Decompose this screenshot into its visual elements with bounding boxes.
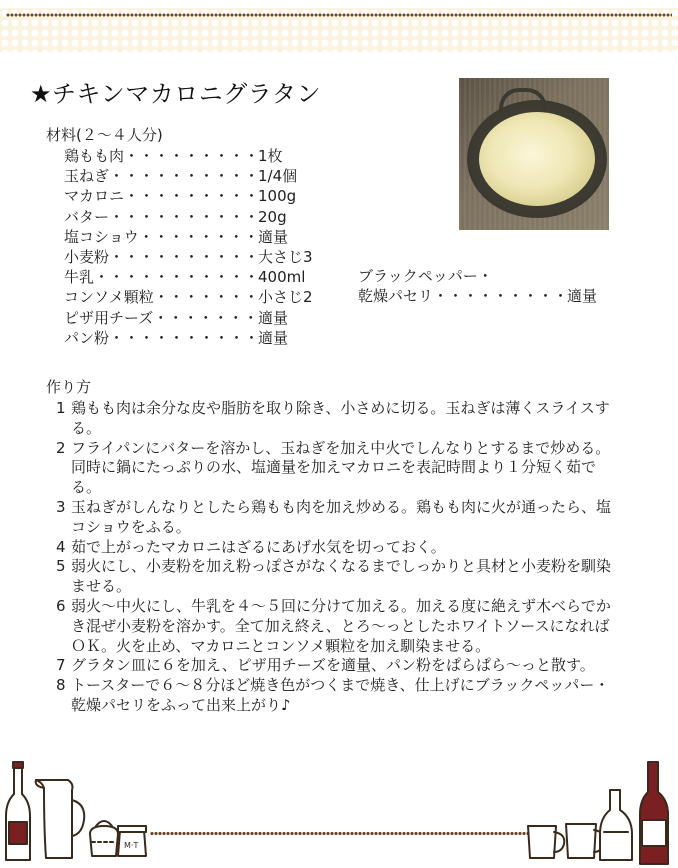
step-item: [56, 439, 616, 498]
method-steps: [56, 399, 616, 716]
ingredient-row: [64, 308, 334, 328]
step-number: 1: [56, 399, 66, 417]
ingredient-name: ブラックペッパー・: [358, 267, 493, 285]
ingredient-row: [64, 186, 334, 206]
step-text: 鶏もも肉は余分な皮や脂肪を取り除き、小さめに切る。玉ねぎは薄くスライスする。: [71, 399, 610, 437]
ingredients-list: [64, 146, 334, 348]
ingredient-row: [64, 247, 334, 267]
ingredient-qty: 適量: [258, 308, 289, 327]
ingredient-row: [64, 207, 334, 227]
step-number: 2: [56, 438, 66, 457]
ingredient-row: [64, 166, 334, 186]
extra-ingredients-list: [358, 266, 658, 306]
step-item: [56, 538, 616, 558]
ingredient-qty: 大さじ3: [258, 248, 313, 267]
step-text: 弱火にし、小麦粉を加え粉っぽさがなくなるまでしっかりと具材と小麦粉を馴染ませる。: [71, 557, 612, 596]
ingredient-row: [358, 266, 658, 286]
mug-icon: [566, 824, 604, 858]
ingredient-qty: 100g: [258, 187, 297, 206]
step-text: 玉ねぎがしんなりとしたら鶏もも肉を加え炒める。鶏もも肉に火が通ったら、塩コショウをふる。: [71, 497, 612, 536]
ingredient-qty: 1枚: [258, 147, 283, 165]
step-item: [56, 656, 616, 676]
ingredient-qty: 400ml: [258, 268, 306, 287]
step-item: [56, 676, 616, 716]
cup-icon: [528, 826, 564, 858]
wine-bottle-icon: [6, 762, 30, 860]
step-number: 3: [56, 497, 66, 516]
ingredient-qty: 20g: [258, 207, 287, 226]
oil-bottle-icon: [600, 790, 632, 860]
ingredient-name: マカロニ・・・・・・・・・: [64, 187, 260, 206]
step-number: 6: [56, 596, 66, 615]
recipe-title: ★チキンマカロニグラタン: [30, 80, 322, 108]
ingredient-name: パン粉・・・・・・・・・・: [64, 328, 260, 347]
step-item: [56, 557, 616, 597]
ingredient-name: 塩コショウ・・・・・・・・: [64, 227, 259, 246]
step-number: 5: [56, 557, 66, 576]
ingredient-qty: 適量: [567, 287, 598, 306]
step-item: [56, 498, 616, 538]
ingredient-qty: 適量: [258, 227, 289, 246]
ingredient-row: [64, 146, 334, 166]
step-number: 7: [56, 656, 66, 675]
ingredient-name: 乾燥パセリ・・・・・・・・・: [358, 287, 569, 306]
method-heading: 作り方: [46, 378, 92, 396]
ingredient-row: [64, 227, 334, 247]
step-text: 弱火～中火にし、牛乳を４～５回に分けて加える。加える度に絶えず木べらでかき混ぜ小麦粉を溶かす。全て加え終え、とろ～っとしたホワイトソースになればＯＫ。火を止め、マカロニとコンソメ顆粒を加え馴染ませる。: [71, 596, 611, 655]
step-text: グラタン皿に６を加え、ピザ用チーズを適量、パン粉をぱらぱら～っと散す。: [71, 656, 595, 675]
top-dotted-rule: [6, 13, 672, 17]
sugar-pot-icon: [90, 821, 118, 856]
ingredient-name: 玉ねぎ・・・・・・・・・・: [64, 167, 260, 186]
ingredient-qty: 適量: [258, 328, 289, 347]
ingredient-row: [64, 287, 334, 307]
step-item: [56, 597, 616, 656]
step-text: 茹で上がったマカロニはざるにあげ水気を切っておく。: [71, 537, 446, 556]
kitchen-illustration: [0, 760, 678, 868]
svg-text:M·T: M·T: [124, 841, 139, 850]
ingredient-name: 鶏もも肉・・・・・・・・・: [64, 147, 260, 165]
gratin-photo: [459, 78, 609, 230]
step-item: [56, 399, 616, 439]
ingredient-name: コンソメ顆粒・・・・・・・: [64, 288, 259, 307]
ingredient-name: 小麦粉・・・・・・・・・・: [64, 248, 260, 267]
ingredient-name: 牛乳・・・・・・・・・・・: [64, 268, 260, 287]
ingredient-qty: 1/4個: [258, 167, 298, 186]
ingredient-name: ピザ用チーズ・・・・・・・: [64, 308, 259, 327]
ingredients-heading: 材料(２～４人分): [46, 126, 163, 144]
ingredient-name: バター・・・・・・・・・・: [64, 207, 260, 226]
step-text: トースターで６～８分ほど焼き色がつくまで焼き、仕上げにブラックペッパー・乾燥パセリをふって出来上がり♪: [71, 676, 610, 714]
jar-icon: [118, 826, 146, 856]
ingredient-qty: 小さじ2: [258, 288, 313, 307]
ingredient-row: [64, 267, 334, 287]
ingredient-row: [64, 328, 334, 348]
ingredient-row: [358, 286, 658, 306]
pitcher-icon: [36, 780, 85, 858]
step-number: 8: [56, 676, 66, 695]
step-text: フライパンにバターを溶かし、玉ねぎを加え中火でしんなりとするまで炒める。同時に鍋にたっぷりの水、塩適量を加えマカロニを表記時間より１分短く茹でる。: [71, 438, 611, 497]
wine-bottle-icon: [640, 762, 668, 864]
step-number: 4: [56, 537, 66, 556]
